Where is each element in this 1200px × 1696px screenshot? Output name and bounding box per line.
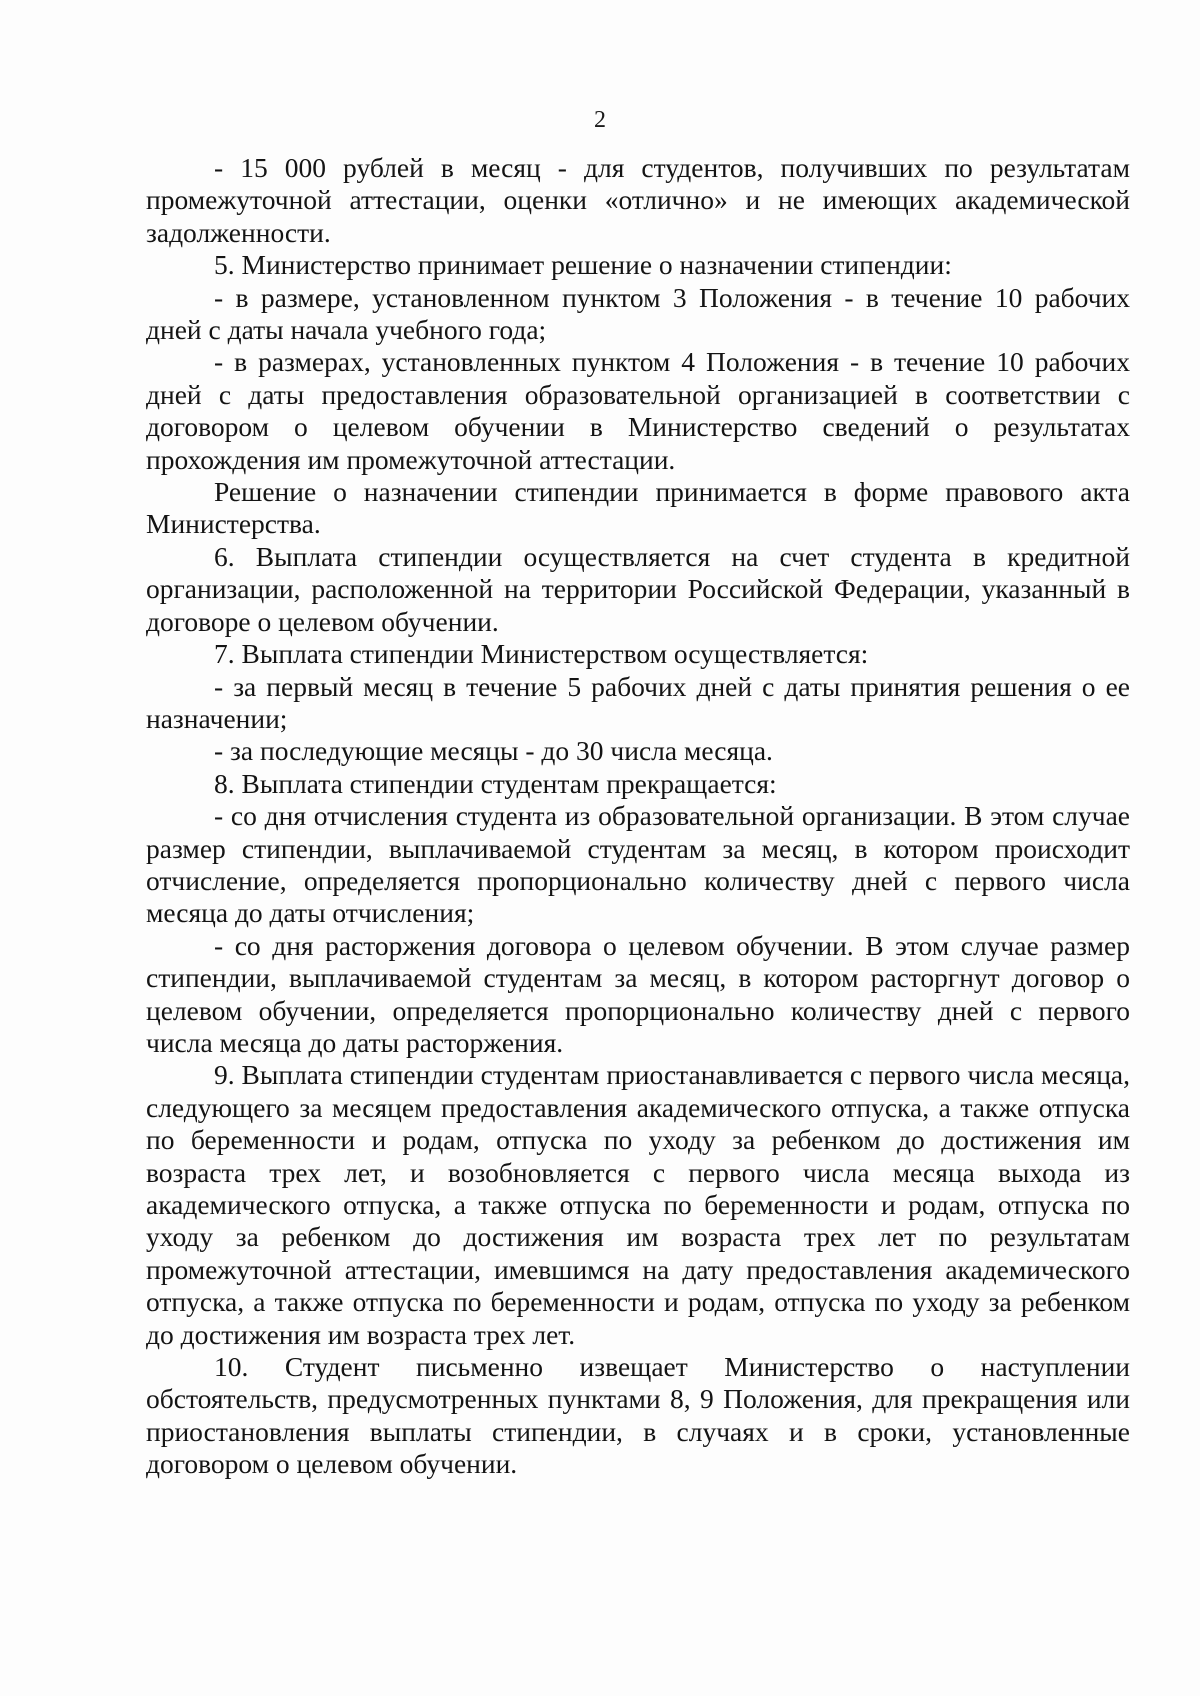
- document-body: [146, 152, 1130, 1481]
- paragraph-item-8: 8. Выплата стипендии студентам прекращается:: [214, 767, 777, 799]
- paragraph-item-7-sub-2: - за последующие месяцы - до 30 числа месяца.: [214, 735, 773, 767]
- page-number: 2: [594, 107, 606, 133]
- paragraph-item-7: 7. Выплата стипендии Министерством осуществляется:: [214, 638, 869, 670]
- paragraph-item-5: 5. Министерство принимает решение о назначении стипендии:: [214, 249, 952, 281]
- paragraph-item-5-sub-2: - в размерах, установленных пунктом 4 Положения - в течение 10 рабочих дней с даты предоставления образовательной организацией в соответствии с договором о целевом обучении в Министерство сведений о результатах прохождения им промежуточной аттестации.: [146, 346, 1130, 475]
- paragraph-item-6: 6. Выплата стипендии осуществляется на счет студента в кредитной организации, расположенной на территории Российской Федерации, указанный в договоре о целевом обучении.: [146, 540, 1130, 637]
- paragraph-item-5-sub-1: - в размере, установленном пунктом 3 Положения - в течение 10 рабочих дней с даты начала учебного года;: [146, 281, 1130, 346]
- paragraph-item-10: 10. Студент письменно извещает Министерство о наступлении обстоятельств, предусмотренных пунктами 8, 9 Положения, для прекращения или приостановления выплаты стипендии, в случаях и в сроки, установленные договором о целевом обучении.: [146, 1351, 1130, 1480]
- paragraph-scholarship-amount: - 15 000 рублей в месяц - для студентов, получивших по результатам промежуточной аттестации, оценки «отлично» и не имеющих академической задолженности.: [146, 152, 1130, 248]
- paragraph-item-9: 9. Выплата стипендии студентам приостанавливается с первого числа месяца, следующего за месяцем предоставления академического отпуска, а также отпуска по беременности и родам, отпуска по уходу за ребенком до достижения им возраста трех лет, и возобновляется с первого числа месяца выхода из академического отпуска, а также отпуска по беременности и родам, отпуска по уходу за ребенком до достижения им возраста трех лет по результатам промежуточной аттестации, имевшимся на дату предоставления академического отпуска, а также отпуска по беременности и родам, отпуска по уходу за ребенком до достижения им возраста трех лет.: [146, 1059, 1130, 1350]
- paragraph-item-7-sub-1: - за первый месяц в течение 5 рабочих дней с даты принятия решения о ее назначении;: [146, 670, 1130, 734]
- paragraph-decision-form: Решение о назначении стипендии принимается в форме правового акта Министерства.: [146, 476, 1130, 540]
- paragraph-item-8-sub-2: - со дня расторжения договора о целевом обучении. В этом случае размер стипендии, выплачиваемой студентам за месяц, в котором расторгнут договор о целевом обучении, определяется пропорционально количеству дней с первого числа месяца до даты расторжения.: [146, 929, 1130, 1058]
- paragraph-item-8-sub-1: - со дня отчисления студента из образовательной организации. В этом случае размер стипендии, выплачиваемой студентам за месяц, в котором происходит отчисление, определяется пропорционально количеству дней с первого числа месяца до даты отчисления;: [146, 800, 1130, 929]
